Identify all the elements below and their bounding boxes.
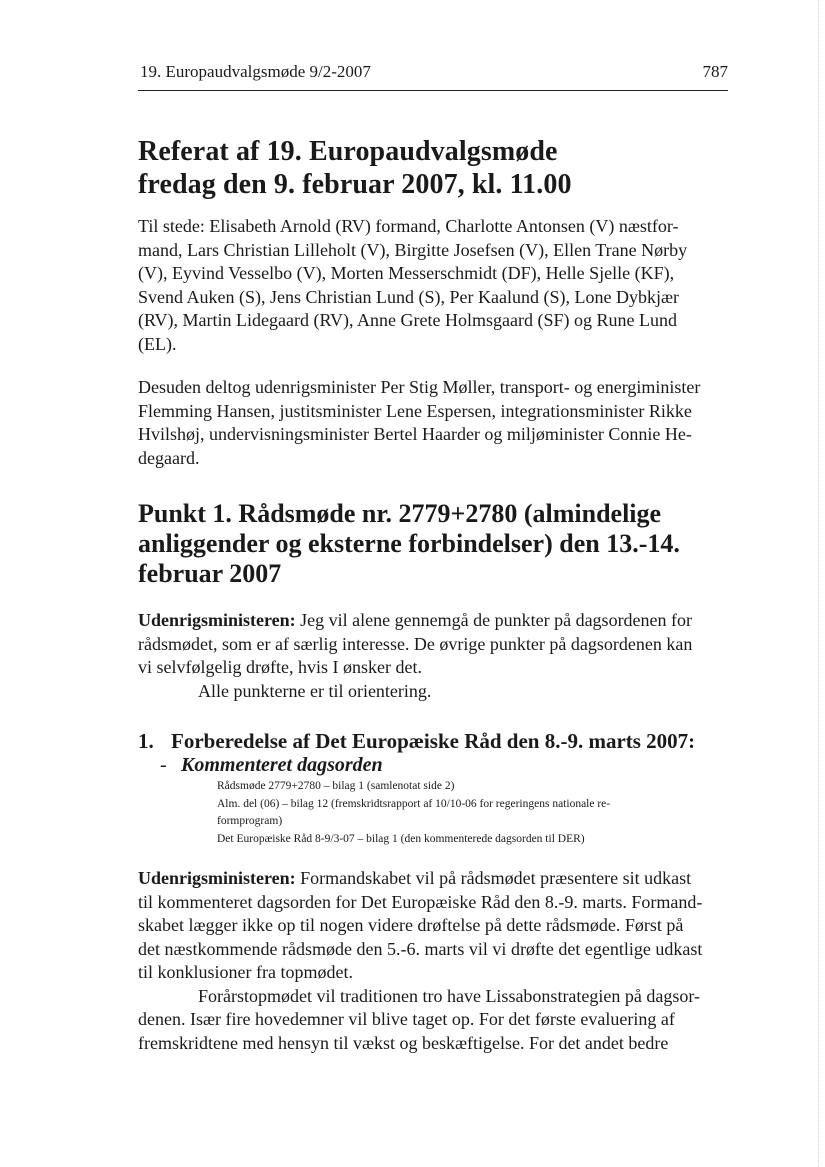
minister-intro-paragraph xyxy=(138,609,734,703)
reference-line: Rådsmøde 2779+2780 – bilag 1 (samlenotat side 2) xyxy=(217,780,455,792)
reference-line: Alm. del (06) – bilag 12 (fremskridtsrapport af 10/10-06 for regeringens nationale re- xyxy=(217,797,611,810)
reply-line: det næstkommende rådsmøde den 5.-6. marts vil vi drøfte det egentlige udkast xyxy=(138,938,703,959)
intro-line-rest: Jeg vil alene gennemgå de punkter på dagsordenen for xyxy=(295,610,693,630)
reply-para2-line: fremskridtene med hensyn til vækst og beskæftigelse. For det andet bedre xyxy=(138,1032,669,1053)
attendance-line: Svend Auken (S), Jens Christian Lund (S), Per Kaalund (S), Lone Dybkjær xyxy=(138,286,679,307)
attendance-paragraph xyxy=(138,215,734,356)
agenda-item-1-heading xyxy=(138,728,738,754)
attendance-line: (V), Eyvind Vesselbo (V), Morten Messerschmidt (DF), Helle Sjelle (KF), xyxy=(138,263,675,283)
section-heading-line: februar 2007 xyxy=(138,559,282,588)
reference-line: Det Europæiske Råd 8-9/3-07 – bilag 1 (den kommenterede dagsorden til DER) xyxy=(217,832,585,845)
attendance-line: (RV), Martin Lidegaard (RV), Anne Grete Holmsgaard (SF) og Rune Lund xyxy=(138,310,677,330)
attendance-line: (EL). xyxy=(138,333,177,354)
title-line-2: fredag den 9. februar 2007, kl. 11.00 xyxy=(138,169,572,200)
also-present-line: Hvilshøj, undervisningsminister Bertel Haarder og miljøminister Connie He- xyxy=(138,424,692,444)
speaker-label: Udenrigsministeren: xyxy=(138,610,296,630)
reply-line-rest: Formandskabet vil på rådsmødet præsentere sit udkast xyxy=(295,868,692,888)
subtitle-text: Kommenteret dagsorden xyxy=(181,754,383,776)
header-meeting-ref: 19. Europaudvalgsmøde 9/2-2007 xyxy=(140,62,371,81)
reply-line: skabet lægger ikke op til nogen videre drøftelse på dette rådsmøde. Først på xyxy=(138,915,684,935)
reference-line: formprogram) xyxy=(217,815,283,827)
agenda-item-title: Forberedelse af Det Europæiske Råd den 8.-9. marts 2007: xyxy=(171,729,696,753)
minister-reply-paragraph xyxy=(138,867,734,1055)
reply-para2-first-line: Forårstopmødet vil traditionen tro have Lissabonstrategien på dagsor- xyxy=(198,985,701,1006)
title-line-1: Referat af 19. Europaudvalgsmøde xyxy=(138,136,558,167)
reply-para2-line: denen. Især fire hovedemner vil blive taget op. For det første evaluering af xyxy=(138,1009,675,1029)
also-present-line: degaard. xyxy=(138,447,200,468)
also-present-line: Desuden deltog udenrigsminister Per Stig Møller, transport- og energiminister xyxy=(138,377,701,397)
attendance-line: Til stede: Elisabeth Arnold (RV) formand, Charlotte Antonsen (V) næstfor- xyxy=(138,216,679,236)
intro-line: rådsmødet, som er af særlig interesse. De øvrige punkter på dagsordenen kan xyxy=(138,633,693,654)
reply-line: til konklusioner fra topmødet. xyxy=(138,962,353,982)
section-1-heading xyxy=(138,499,738,589)
also-present-paragraph xyxy=(138,376,734,470)
agenda-item-subtitle xyxy=(160,752,383,778)
scan-edge-divider xyxy=(817,0,819,1167)
intro-first-line xyxy=(138,609,734,633)
page-number: 787 xyxy=(702,62,728,81)
attendance-line: mand, Lars Christian Lilleholt (V), Birgitte Josefsen (V), Ellen Trane Nørby xyxy=(138,239,688,260)
running-header xyxy=(138,60,728,91)
reference-list xyxy=(217,778,727,848)
document-title xyxy=(138,135,738,201)
also-present-line: Flemming Hansen, justitsminister Lene Espersen, integrationsminister Rikke xyxy=(138,400,692,421)
section-heading-line: anliggender og eksterne forbindelser) den 13.-14. xyxy=(138,529,680,558)
intro-indented-line: Alle punkterne er til orientering. xyxy=(198,680,432,701)
subtitle-dash: - xyxy=(160,754,167,776)
reply-line: til kommenteret dagsorden for Det Europæiske Råd den 8.-9. marts. Formand- xyxy=(138,891,703,912)
reply-first-line xyxy=(138,867,734,891)
intro-line: vi selvfølgelig drøfte, hvis I ønsker det. xyxy=(138,657,422,677)
speaker-label: Udenrigsministeren: xyxy=(138,868,296,888)
section-heading-line: Punkt 1. Rådsmøde nr. 2779+2780 (almindelige xyxy=(138,499,662,528)
agenda-item-number: 1. xyxy=(138,729,154,753)
